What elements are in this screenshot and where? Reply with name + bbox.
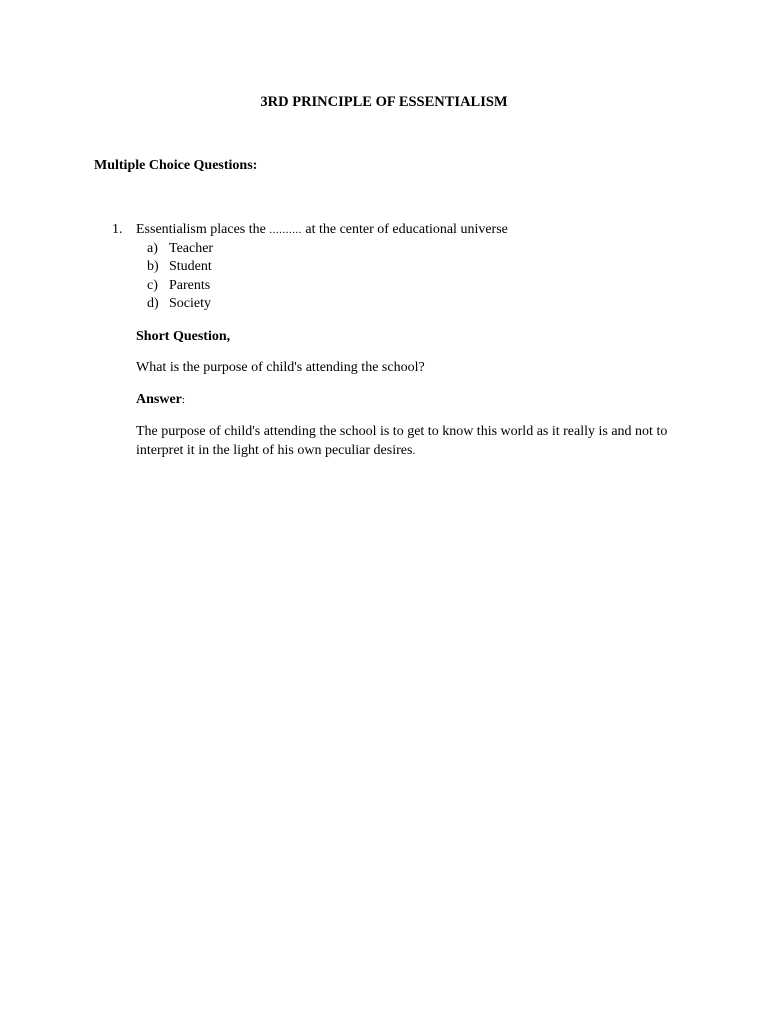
question-blank: .......... [269, 224, 302, 236]
option-letter: c) [147, 277, 158, 293]
option-b [147, 258, 672, 277]
answer-paragraph [136, 423, 676, 460]
option-label: Teacher [169, 240, 214, 256]
short-question-heading: Short Question, [136, 329, 231, 344]
question-text [136, 221, 508, 240]
answer-text: The purpose of child's attending the school is to get to know this world as it really is and not to interpret it in the light of his own peculiar desires [136, 424, 668, 458]
answer-heading-line [136, 391, 676, 410]
options-list [147, 240, 672, 314]
answer-heading: Answer [136, 392, 182, 407]
option-letter: a) [147, 240, 158, 256]
page-title: 3RD PRINCIPLE OF ESSENTIALISM [260, 94, 508, 110]
question-number: 1. [112, 222, 123, 237]
answer-colon: : [181, 394, 185, 406]
mcq-question [112, 221, 672, 314]
option-a [147, 240, 672, 259]
option-label: Society [169, 296, 211, 311]
question-text-before: Essentialism places the [136, 222, 266, 237]
answer-period: . [412, 444, 416, 457]
option-label: Parents [169, 277, 211, 293]
option-d [147, 295, 672, 314]
question-line [112, 221, 672, 240]
option-letter: d) [147, 296, 159, 311]
section-heading-mcq: Multiple Choice Questions: [94, 158, 258, 173]
option-c [147, 277, 672, 296]
question-text-after: at the center of educational universe [305, 222, 508, 237]
option-letter: b) [147, 259, 159, 274]
short-question-text: What is the purpose of child's attending the school? [136, 360, 425, 375]
option-label: Student [169, 259, 212, 274]
